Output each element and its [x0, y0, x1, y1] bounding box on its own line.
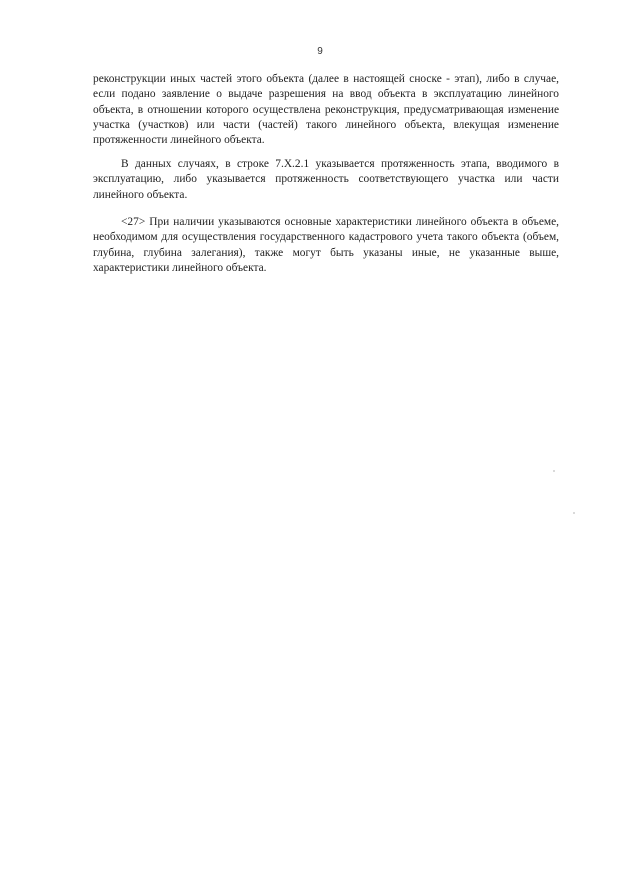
page-number: 9 — [317, 46, 323, 57]
paragraph-stage-length — [93, 157, 559, 203]
paragraph-text: <27> При наличии указываются основные характеристики линейного объекта в объеме, необходимом для осуществления государственного кадастрового учета такого объекта (объем, глубина, глубина залегания), также могут быть указаны иные, не указанные выше, характеристики линейного объекта. — [93, 216, 559, 274]
scan-speck — [573, 512, 575, 514]
scan-speck — [553, 470, 555, 472]
paragraph-text: реконструкции иных частей этого объекта (далее в настоящей сноске - этап), либо в случае, если подано заявление о выдаче разрешения на ввод объекта в эксплуатацию линейного объекта, в отношении которого осуществлена реконструкция, предусматривающая изменение участка (участков) или части (частей) такого линейного объекта, влекущая изменение протяженности линейного объекта. — [93, 73, 559, 147]
paragraph-continuation — [93, 72, 559, 148]
footnote-27 — [93, 215, 559, 276]
paragraph-text: В данных случаях, в строке 7.X.2.1 указывается протяженность этапа, вводимого в эксплуатацию, либо указывается протяженность соответствующего участка или части линейного объекта. — [93, 158, 559, 201]
